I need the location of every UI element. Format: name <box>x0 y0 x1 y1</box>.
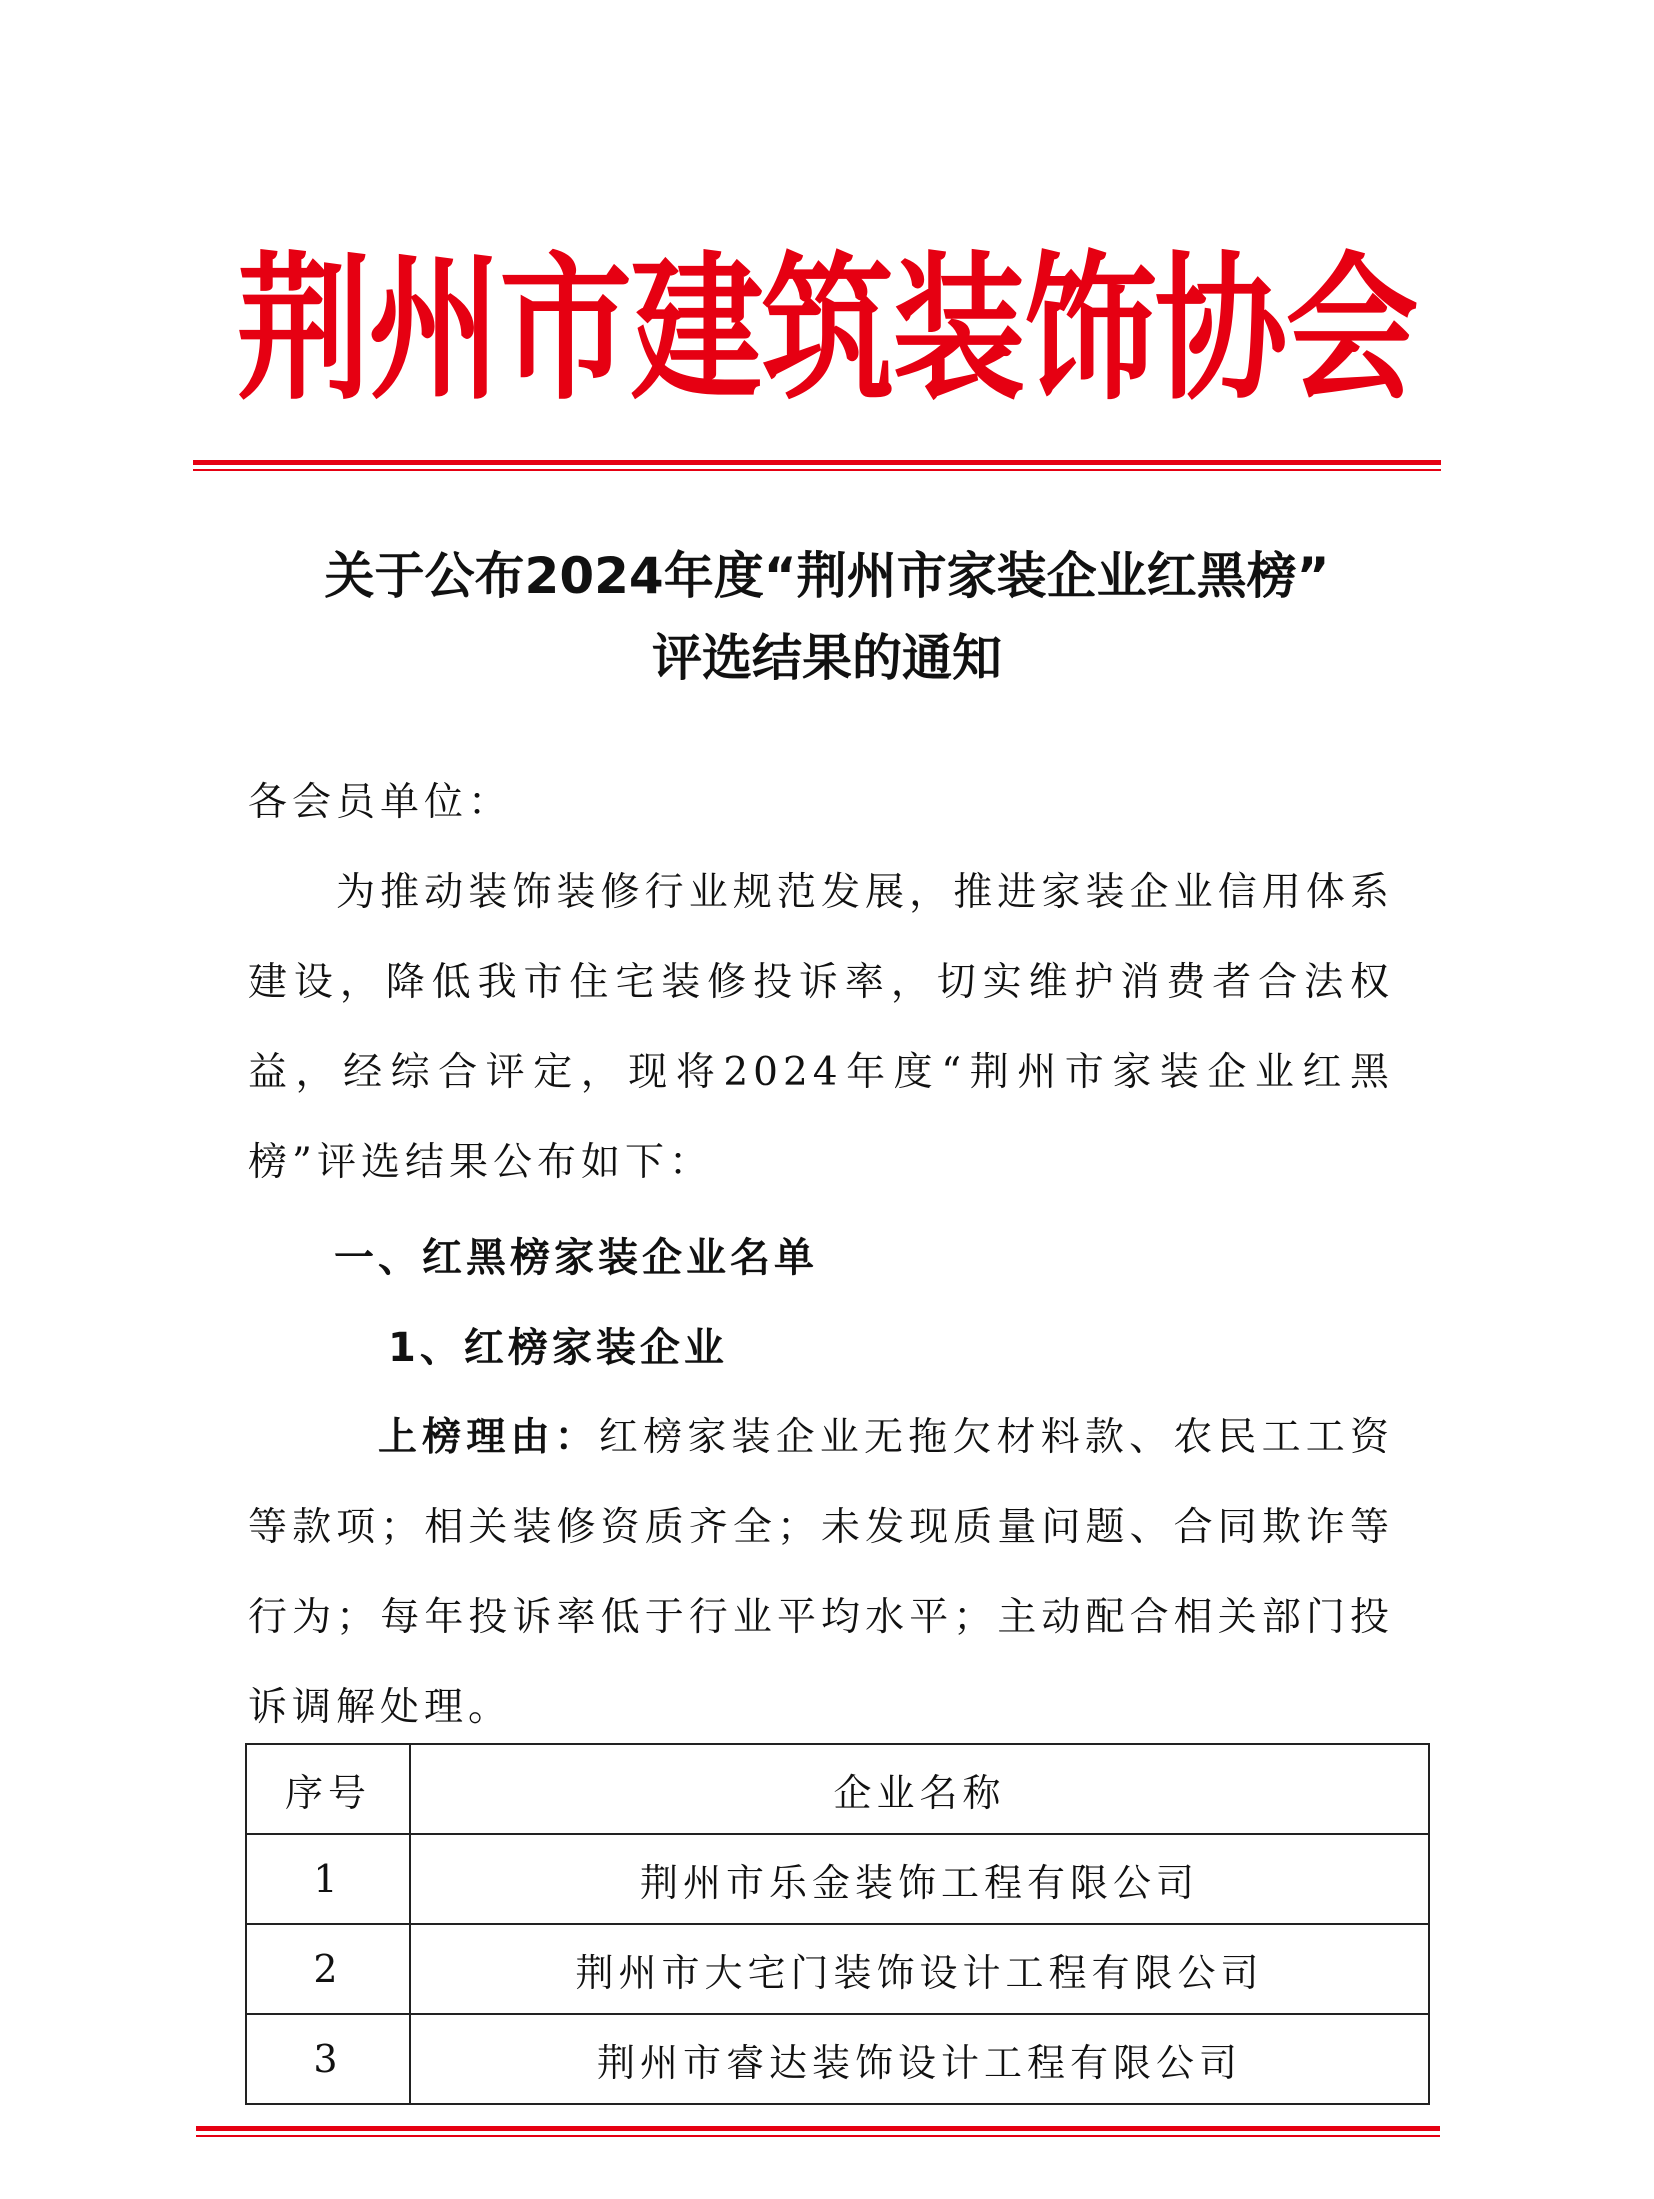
company-name: 荆州市乐金装饰工程有限公司 <box>410 1834 1429 1924</box>
subsection-heading: 1、红榜家装企业 <box>388 1325 728 1371</box>
document-title-line-1: 关于公布2024年度“荆州市家装企业红黑榜” <box>324 547 1330 605</box>
reason-paragraph <box>248 1393 1394 1753</box>
column-header-number: 序号 <box>246 1744 410 1834</box>
salutation: 各会员单位： <box>248 780 513 825</box>
reason-label: 上榜理由： <box>378 1415 599 1460</box>
row-number: 3 <box>246 2014 410 2104</box>
table-row <box>246 2014 1429 2104</box>
document-title-line-2: 评选结果的通知 <box>652 629 1002 687</box>
intro-paragraph: 为推动装饰装修行业规范发展，推进家装企业信用体系建设，降低我市住宅装修投诉率，切实维护消费者合法权益，经综合评定，现将2024年度“荆州市家装企业红黑榜”评选结果公布如下： <box>248 870 1394 1185</box>
company-name: 荆州市睿达装饰设计工程有限公司 <box>410 2014 1429 2104</box>
column-header-company: 企业名称 <box>410 1744 1429 1834</box>
reason-text: 红榜家装企业无拖欠材料款、农民工工资等款项；相关装修资质齐全；未发现质量问题、合同欺诈等行为；每年投诉率低于行业平均水平；主动配合相关部门投诉调解处理。 <box>248 1415 1394 1730</box>
row-number: 1 <box>246 1834 410 1924</box>
letterhead-divider <box>193 460 1441 471</box>
table-header-row <box>246 1744 1429 1834</box>
section-heading: 一、红黑榜家装企业名单 <box>334 1235 818 1281</box>
company-name: 荆州市大宅门装饰设计工程有限公司 <box>410 1924 1429 2014</box>
table-row <box>246 1834 1429 1924</box>
footer-divider <box>196 2126 1440 2137</box>
table-row <box>246 1924 1429 2014</box>
row-number: 2 <box>246 1924 410 2014</box>
letterhead-org-name: 荆州市建筑装饰协会 <box>237 238 1417 422</box>
red-list-table <box>245 1743 1430 2105</box>
